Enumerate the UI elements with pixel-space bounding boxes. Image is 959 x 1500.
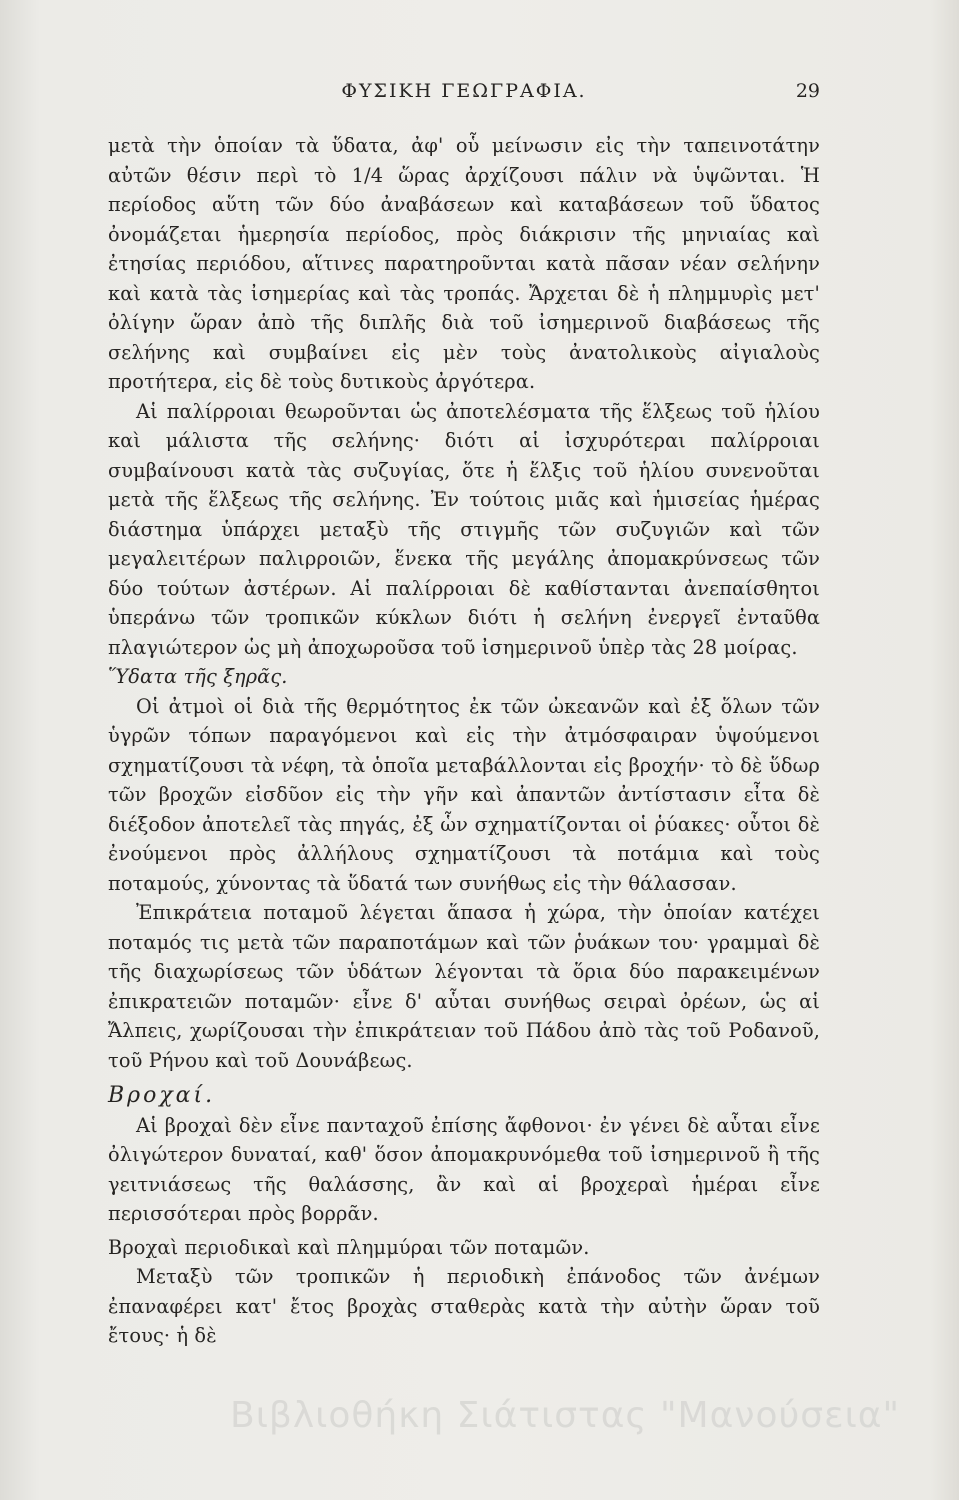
library-watermark: Βιβλιοθήκη Σιάτιστας "Μανούσεια"	[230, 1395, 901, 1436]
page-number: 29	[795, 80, 820, 102]
subheading-rains: Βροχαί.	[108, 1083, 216, 1108]
paragraph-vapors-rivers: Οἱ ἀτμοὶ οἱ διὰ τῆς θερμότητος ἐκ τῶν ὠκεανῶν καὶ ἐξ ὅλων τῶν ὑγρῶν τόπων παραγόμενοι καὶ εἰς τὴν ἀτμόσφαιραν ὑψούμενοι σχηματίζουσι τὰ νέφη, τὰ ὁποῖα μεταβάλλονται εἰς βροχήν· τὸ δὲ ὕδωρ τῶν βροχῶν εἰσδῦον εἰς τὴν γῆν καὶ ἀπαντῶν ἀντίστασιν εἶτα δὲ διέξοδον ἀποτελεῖ τὰς πηγάς, ἐξ ὧν σχηματίζονται οἱ ῥύακες· οὗτοι δὲ ἐνούμενοι πρὸς ἀλλήλους σχηματίζουσι τὰ ποτάμια καὶ τοὺς ποταμούς, χύνοντας τὰ ὕδατά των συνήθως εἰς τὴν θάλασσαν.	[108, 694, 820, 895]
page-header	[108, 80, 820, 110]
page-body	[108, 131, 820, 1351]
paragraph-tropics: Μεταξὺ τῶν τροπικῶν ἡ περιοδικὴ ἐπάνοδος τῶν ἀνέμων ἐπαναφέρει κατ' ἔτος βροχὰς σταθερὰς κατὰ τὴν αὐτὴν ὥραν τοῦ ἔτους· ἡ δὲ	[108, 1265, 820, 1347]
paragraph-rains: Αἱ βροχαὶ δὲν εἶνε πανταχοῦ ἐπίσης ἄφθονοι· ἐν γένει δὲ αὗται εἶνε ὀλιγώτερον δυναταί, καθ' ὅσον ἀπομακρυνόμεθα τοῦ ἰσημερινοῦ ἢ τῆς γειτνιάσεως τῆς θαλάσσης, ἂν καὶ αἱ βροχεραὶ ἡμέραι εἶνε περισσότεραι πρὸς βορρᾶν.	[108, 1113, 820, 1225]
paragraph-river-basin: Ἐπικράτεια ποταμοῦ λέγεται ἅπασα ἡ χώρα, τὴν ὁποίαν κατέχει ποταμός τις μετὰ τῶν παραποτάμων καὶ τῶν ῥυάκων του· γραμμαὶ δὲ τῆς διαχωρίσεως τῶν ὑδάτων λέγονται τὰ ὅρια δύο παρακειμένων ἐπικρατειῶν ποταμῶν· εἶνε δ' αὗται συνήθως σειραὶ ὀρέων, ὡς αἱ Ἄλπεις, χωρίζουσαι τὴν ἐπικράτειαν τοῦ Πάδου ἀπὸ τὰς τοῦ Ροδανοῦ, τοῦ Ρήνου καὶ τοῦ Δουνάβεως.	[108, 901, 820, 1072]
subheading-land-waters: Ὕδατα τῆς ξηρᾶς.	[108, 665, 288, 688]
subheading-periodic-rains: Βροχαὶ περιοδικαὶ καὶ πλημμύραι τῶν ποταμῶν.	[108, 1235, 590, 1259]
running-title: ΦΥΣΙΚΗ ΓΕΩΓΡΑΦΙΑ.	[341, 80, 587, 102]
paragraph-tides-period: μετὰ τὴν ὁποίαν τὰ ὕδατα, ἀφ' οὗ μείνωσιν εἰς τὴν ταπεινοτάτην αὐτῶν θέσιν περὶ τὸ 1/4 ὥρας ἀρχίζουσι πάλιν νὰ ὑψῶνται. Ἡ περίοδος αὕτη τῶν δύο ἀναβάσεων καὶ καταβάσεων τοῦ ὕδατος ὀνομάζεται ἡμερησία περίοδος, πρὸς διάκρισιν τῆς μηνιαίας καὶ ἐτησίας περιόδου, αἵτινες παρατηροῦνται κατὰ πᾶσαν νέαν σελήνην καὶ κατὰ τὰς ἰσημερίας καὶ τὰς τροπάς. Ἄρχεται δὲ ἡ πλημμυρὶς μετ' ὀλίγην ὥραν ἀπὸ τῆς διπλῆς διὰ τοῦ ἰσημερινοῦ διαβάσεως τῆς σελήνης καὶ συμβαίνει εἰς μὲν τοὺς ἀνατολικοὺς αἰγιαλοὺς προτήτερα, εἰς δὲ τοὺς δυτικοὺς ἀργότερα.	[108, 134, 820, 393]
paragraph-tides-cause: Αἱ παλίρροιαι θεωροῦνται ὡς ἀποτελέσματα τῆς ἕλξεως τοῦ ἡλίου καὶ μάλιστα τῆς σελήνης· διότι αἱ ἰσχυρότεραι παλίρροιαι συμβαίνουσι κατὰ τὰς συζυγίας, ὅτε ἡ ἕλξις τοῦ ἡλίου συνενοῦται μετὰ τῆς ἕλξεως τῆς σελήνης. Ἐν τούτοις μιᾶς καὶ ἡμισείας ἡμέρας διάστημα ὑπάρχει μεταξὺ τῆς στιγμῆς τῶν συζυγιῶν καὶ τῶν μεγαλειτέρων παλιρροιῶν, ἕνεκα τῆς μεγάλης ἀπομακρύνσεως τῶν δύο τούτων ἀστέρων. Αἱ παλίρροιαι δὲ καθίστανται ἀνεπαίσθητοι ὑπεράνω τῶν τροπικῶν κύκλων διότι ἡ σελήνη ἐνεργεῖ ἐνταῦθα πλαγιώτερον ὡς μὴ ἀποχωροῦσα τοῦ ἰσημερινοῦ ὑπὲρ τὰς 28 μοίρας.	[108, 399, 820, 659]
